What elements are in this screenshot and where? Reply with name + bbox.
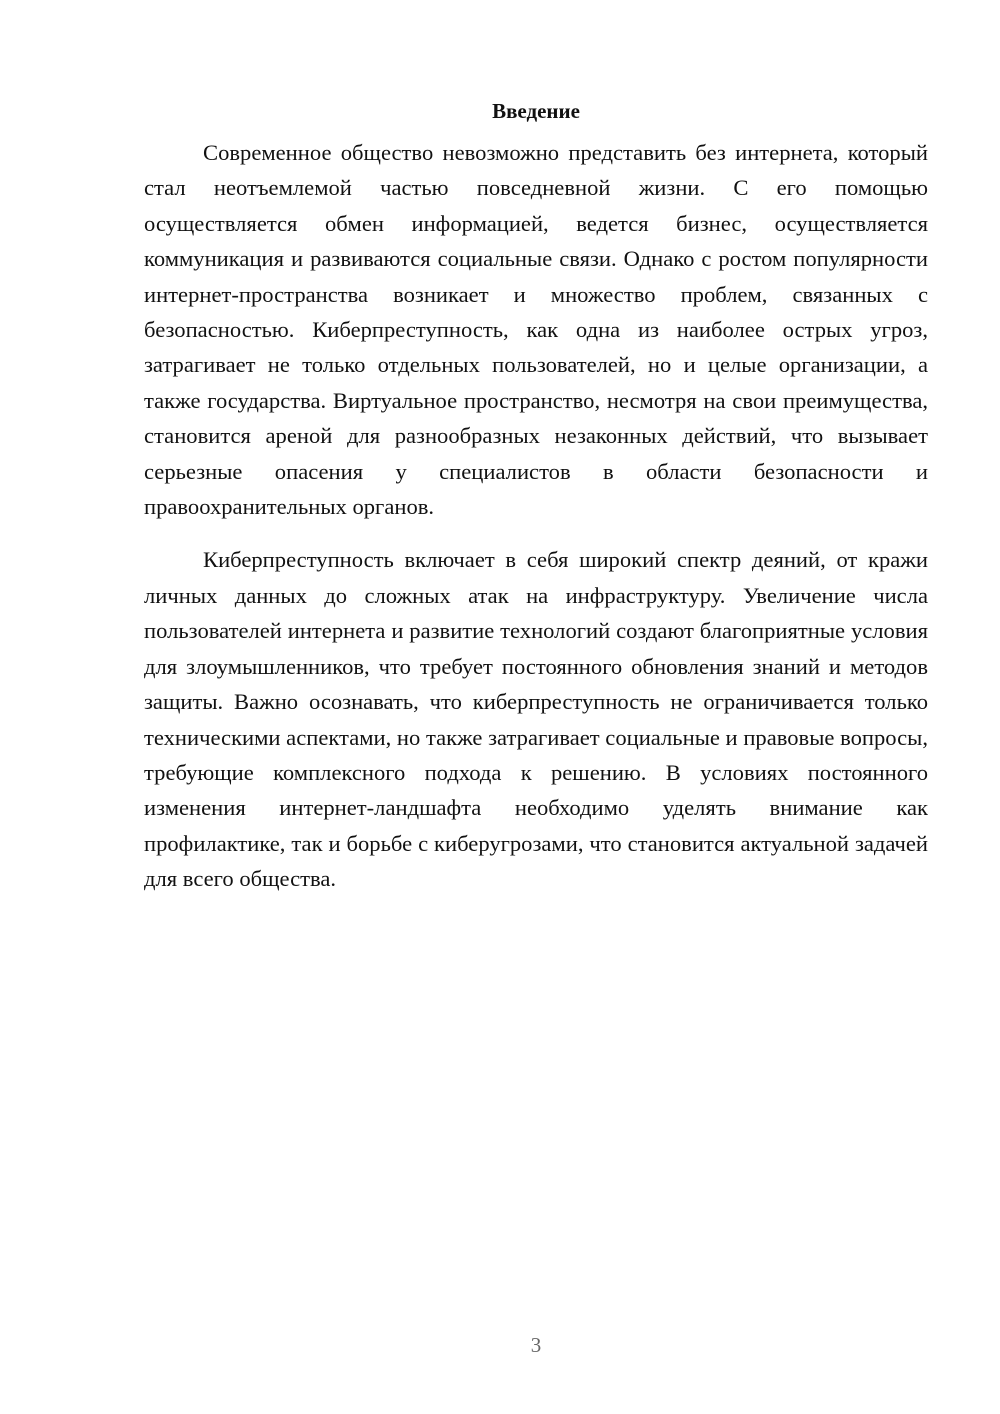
page-number: 3 <box>530 1333 542 1357</box>
body-paragraph-2: Киберпреступность включает в себя широкий спектр деяний, от кражи личных данных до сложных атак на инфраструктуру. Увеличение числа пользователей интернета и развитие технологий создают благоприятные условия для злоумышленников, что требует постоянного обновления знаний и методов защиты. Важно осознавать, что киберпреступность не ограничивается только техническими аспектами, но также затрагивает социальные и правовые вопросы, требующие комплексного подхода к решению. В условиях постоянного изменения интернет-ландшафта необходимо уделять внимание как профилактике, так и борьбе с киберугрозами, что становится актуальной задачей для всего общества. <box>144 547 928 892</box>
page-content <box>144 96 928 897</box>
body-paragraph-1: Современное общество невозможно представить без интернета, который стал неотъемлемой частью повседневной жизни. С его помощью осуществляется обмен информацией, ведется бизнес, осуществляется коммуникация и развиваются социальные связи. Однако с ростом популярности интернет-пространства возникает и множество проблем, связанных с безопасностью. Киберпреступность, как одна из наиболее острых угроз, затрагивает не только отдельных пользователей, но и целые организации, а также государства. Виртуальное пространство, несмотря на свои преимущества, становится ареной для разнообразных незаконных действий, что вызывает серьезные опасения у специалистов в области безопасности и правоохранительных органов. <box>144 140 928 520</box>
section-heading: Введение <box>492 99 580 123</box>
